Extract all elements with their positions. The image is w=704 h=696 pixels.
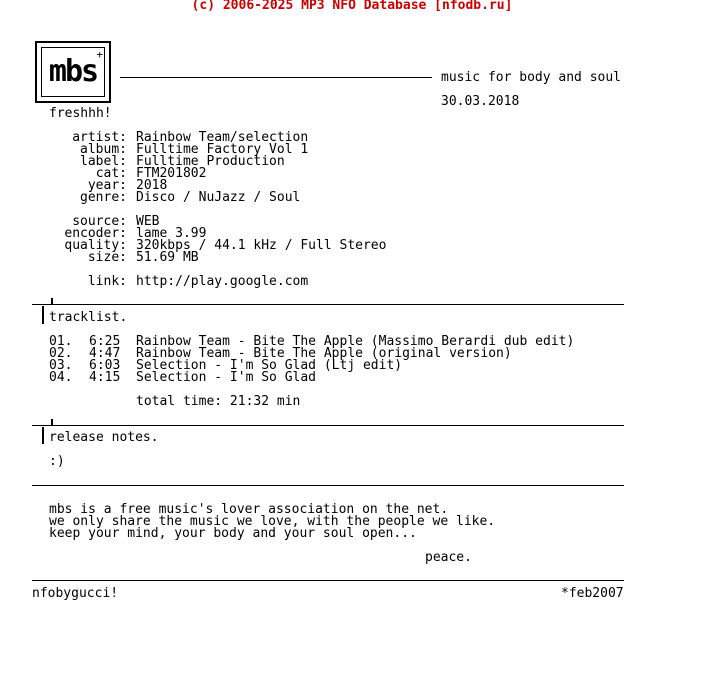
- year-value: 2018: [136, 178, 168, 193]
- track-time: 6:03: [89, 358, 121, 373]
- release-notes-text: :): [49, 454, 65, 469]
- about-line: we only share the music we love, with the people we like.: [49, 514, 496, 529]
- quality-label: quality:: [64, 238, 127, 253]
- release-notes-title: release notes.: [49, 430, 159, 445]
- track-number: 03.: [49, 358, 73, 373]
- about-line: keep your mind, your body and your soul open...: [49, 526, 417, 541]
- mbs-logo: [35, 41, 111, 103]
- track-time: 4:15: [89, 370, 121, 385]
- link-label: link:: [87, 274, 127, 289]
- track-time: 6:25: [89, 334, 121, 349]
- release-date: 30.03.2018: [441, 94, 520, 109]
- encoder-label: encoder:: [64, 226, 127, 241]
- genre-value: Disco / NuJazz / Soul: [136, 190, 301, 205]
- track-title: Selection - I'm So Glad: [136, 370, 317, 385]
- about-line: mbs is a free music's lover association on the net.: [49, 502, 449, 517]
- tracklist-rule: [32, 304, 624, 305]
- release-notes-bar: [42, 427, 44, 444]
- footer-left: nfobygucci!: [32, 586, 119, 601]
- site-header: (c) 2006-2025 MP3 NFO Database [nfodb.ru]: [191, 0, 513, 13]
- mbs-logo-text: mbs: [48, 54, 98, 89]
- track-number: 04.: [49, 370, 73, 385]
- release-notes-rule: [32, 425, 624, 426]
- total-time: total time: 21:32 min: [136, 394, 301, 409]
- about-rule: [32, 485, 624, 486]
- track-number: 01.: [49, 334, 73, 349]
- tagline: music for body and soul: [441, 70, 622, 85]
- source-label: source:: [72, 214, 127, 229]
- track-title: Rainbow Team - Bite The Apple (original version): [136, 346, 512, 361]
- album-label: album:: [80, 142, 127, 157]
- link-value[interactable]: http://play.google.com: [136, 274, 309, 289]
- header-rule: [120, 77, 432, 78]
- peace-text: peace.: [425, 550, 472, 565]
- source-value: WEB: [136, 214, 160, 229]
- tracklist-bar: [42, 306, 44, 324]
- label-value: Fulltime Production: [136, 154, 285, 169]
- track-number: 02.: [49, 346, 73, 361]
- footer-right: *feb2007: [561, 586, 624, 601]
- size-value: 51.69 MB: [136, 250, 199, 265]
- year-label: year:: [87, 178, 127, 193]
- cat-value: FTM201802: [136, 166, 207, 181]
- track-title: Rainbow Team - Bite The Apple (Massimo Berardi dub edit): [136, 334, 575, 349]
- tracklist-title: tracklist.: [49, 310, 128, 325]
- genre-label: genre:: [80, 190, 127, 205]
- artist-value: Rainbow Team/selection: [136, 130, 309, 145]
- track-title: Selection - I'm So Glad (Ltj edit): [136, 358, 403, 373]
- label-label: label:: [80, 154, 127, 169]
- cat-label: cat:: [95, 166, 127, 181]
- footer-rule: [32, 580, 624, 581]
- intro-text: freshhh!: [49, 106, 112, 121]
- quality-value: 320kbps / 44.1 kHz / Full Stereo: [136, 238, 387, 253]
- encoder-value: lame 3.99: [136, 226, 207, 241]
- artist-label: artist:: [72, 130, 127, 145]
- album-value: Fulltime Factory Vol 1: [136, 142, 309, 157]
- mbs-logo-plus: +: [96, 48, 103, 61]
- size-label: size:: [87, 250, 127, 265]
- track-time: 4:47: [89, 346, 121, 361]
